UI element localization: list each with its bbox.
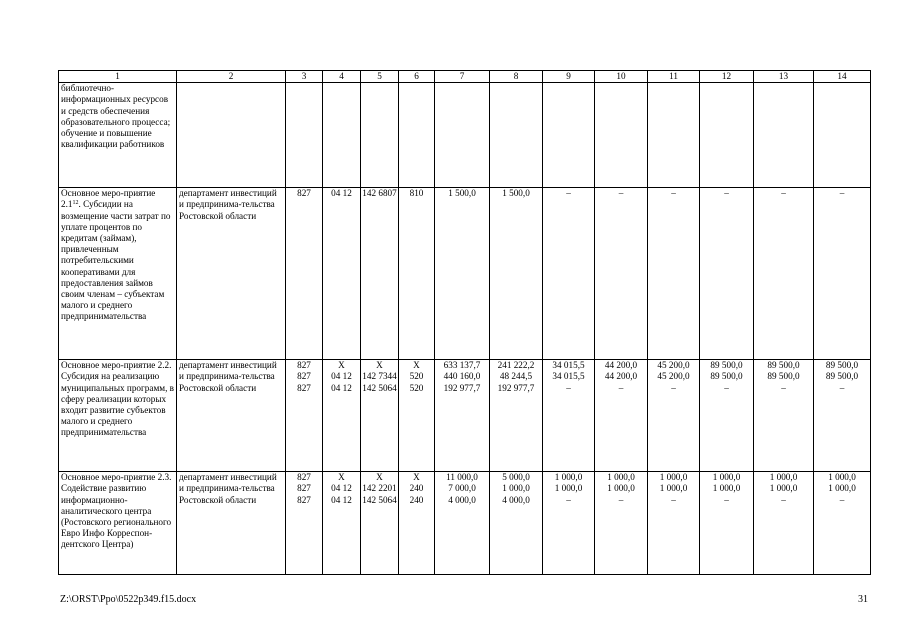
measure-name-cell [59,83,177,188]
measure-name-cell [59,188,177,360]
value-cell-col-4 [323,360,361,472]
cell-value: 142 2201 [362,483,397,494]
cell-value: 48 244,5 [499,371,533,382]
cell-value: 5 000,0 [502,472,530,483]
cell-value: 520 [409,371,424,382]
value-cell-col-5 [361,188,399,360]
cell-value: – [566,494,571,505]
value-cell-col-13 [754,188,814,360]
cell-value: 1 000,0 [712,472,741,483]
cell-value: 89 500,0 [710,360,743,371]
cell-value: 1 000,0 [769,472,798,483]
cell-value: X [376,360,383,371]
value-cell-col-5 [361,360,399,472]
cell-value: – [618,382,624,393]
value-cell-col-8 [490,188,543,360]
cell-value: – [671,382,676,393]
column-header-7: 7 [435,71,490,83]
value-cell-col-12 [700,360,754,472]
executor-cell [177,360,286,472]
value-cell-col-3 [286,472,323,575]
cell-value: 142 5064 [362,382,397,393]
column-header-5: 5 [361,71,399,83]
cell-value: 192 977,7 [497,382,535,393]
cell-value: 89 500,0 [825,360,859,371]
executor-cell [177,188,286,360]
cell-value: 827 [297,188,311,199]
column-header-3: 3 [286,71,323,83]
cell-value: – [566,188,571,199]
cell-value: 440 160,0 [443,371,481,382]
cell-value: 827 [297,494,311,505]
cell-value: 89 500,0 [767,371,800,382]
measure-name: Основное меро-приятие 2.1 [61,188,156,210]
executor-cell [177,472,286,575]
measure-name: Основное меро-приятие 2.3. Содействие развитию информационно-аналитического центра (Ростовского регионального Евро Инфо Корреспон-дентского Центра) [61,472,172,550]
cell-value: – [724,494,729,505]
cell-value: 240 [409,483,424,494]
value-cell-col-9 [543,472,595,575]
cell-value: 241 222,2 [497,360,535,371]
table-row [59,472,871,575]
cell-value: 1 000,0 [502,483,530,494]
executor-cell [177,83,286,188]
cell-value: X [413,472,420,483]
cell-value: 04 12 [331,188,352,199]
value-cell-col-11 [648,188,700,360]
cell-value: 142 6807 [362,188,397,199]
value-cell-col-13 [754,472,814,575]
table-row [59,188,871,360]
value-cell-col-7 [435,472,490,575]
cell-value: 1 500,0 [502,188,530,199]
cell-value: – [671,494,676,505]
column-header-2: 2 [177,71,286,83]
cell-value: 04 12 [331,382,352,393]
executor-name: департамент инвестиций и предпринима-тельства Ростовской области [179,360,277,393]
value-cell-col-6 [399,188,435,360]
cell-value: 45 200,0 [657,360,690,371]
cell-value: 34 015,5 [552,371,585,382]
value-cell-col-6 [399,472,435,575]
column-header-12: 12 [700,71,754,83]
column-header-14: 14 [814,71,871,83]
cell-value: 04 12 [331,371,352,382]
value-cell-col-13 [754,360,814,472]
file-path: Z:\ORST\Ppo\0522p349.f15.docx [60,594,197,605]
table-row [59,360,871,472]
cell-value: 827 [297,371,311,382]
value-cell-col-4 [323,188,361,360]
measure-name-cell [59,472,177,575]
value-cell-col-7 [435,360,490,472]
cell-value: 827 [297,483,311,494]
cell-value: 11 000,0 [446,472,478,483]
cell-value: 1 500,0 [448,188,476,199]
value-cell-col-14 [814,472,871,575]
value-cell-col-6 [399,360,435,472]
value-cell-col-10 [595,472,648,575]
cell-value: X [376,472,383,483]
value-cell-col-5 [361,472,399,575]
column-header-13: 13 [754,71,814,83]
column-header-6: 6 [399,71,435,83]
value-cell-col-11 [648,472,700,575]
cell-value: 827 [297,360,311,371]
cell-value: 1 000,0 [659,472,688,483]
value-cell-col-8 [490,472,543,575]
cell-value: 04 12 [331,483,352,494]
value-cell-col-3 [286,188,323,360]
column-header-9: 9 [543,71,595,83]
value-cell-col-14 [814,188,871,360]
cell-value: – [618,494,624,505]
measure-name-cell [59,360,177,472]
cell-value: 1 000,0 [554,472,583,483]
cell-value: – [724,188,729,199]
cell-value: 1 000,0 [769,483,798,494]
cell-value: – [671,188,676,199]
header-row [59,71,871,83]
cell-value: 89 500,0 [825,371,859,382]
value-cell-col-3 [286,360,323,472]
cell-value: – [566,382,571,393]
cell-value: 827 [297,382,311,393]
cell-value: 34 015,5 [552,360,585,371]
cell-value: 1 000,0 [659,483,688,494]
cell-value: 827 [297,472,311,483]
cell-value: 1 000,0 [554,483,583,494]
cell-value: 4 000,0 [502,494,530,505]
cell-value: 240 [409,494,424,505]
column-header-8: 8 [490,71,543,83]
cell-value: – [839,382,845,393]
cell-value: 4 000,0 [448,494,476,505]
column-header-4: 4 [323,71,361,83]
cell-value: 1 000,0 [828,483,856,494]
column-header-10: 10 [595,71,648,83]
value-cell-col-9 [543,188,595,360]
value-cell-col-11 [648,360,700,472]
cell-value: 7 000,0 [448,483,476,494]
executor-name: департамент инвестиций и предпринима-тельства Ростовской области [179,188,277,221]
value-cell-col-7 [435,188,490,360]
column-header-11: 11 [648,71,700,83]
cell-value: X [338,360,345,371]
cell-value: 520 [409,382,424,393]
cell-value: 1 000,0 [607,483,635,494]
cell-value: – [839,494,845,505]
value-cell-col-12 [700,472,754,575]
value-cell-col-12 [700,188,754,360]
cell-value: 45 200,0 [657,371,690,382]
cell-value: 89 500,0 [767,360,800,371]
column-header-1: 1 [59,71,177,83]
cell-value: – [781,382,786,393]
cell-value: – [839,188,845,199]
value-cell-col-9 [543,360,595,472]
executor-name: департамент инвестиций и предпринима-тельства Ростовской области [179,472,277,505]
cell-value: 192 977,7 [443,382,481,393]
footnote-marker: 12 [72,200,79,207]
cell-value: 44 200,0 [604,360,638,371]
cell-value: 44 200,0 [604,371,638,382]
measure-name: Основное меро-приятие 2.2. Субсидия на реализацию муниципальных программ, в сферу реализации которых входит развитие субъектов малого и среднего предпринимательства [61,360,175,438]
cell-value: 1 000,0 [828,472,856,483]
cell-value: – [618,188,624,199]
table-row [59,83,871,188]
value-cell-col-14 [814,360,871,472]
value-cell-col-8 [490,360,543,472]
cell-value: 810 [409,188,424,199]
value-cell-col-10 [595,188,648,360]
cell-value: X [338,472,345,483]
cell-value: – [724,382,729,393]
measure-name: библиотечно-информационных ресурсов и средств обеспечения образовательного процесса; обучение и повышение квалификации работников [61,83,171,150]
document-sheet [58,70,870,575]
cell-value: X [413,360,420,371]
cell-value: 142 7344 [362,371,397,382]
cell-value: 1 000,0 [712,483,741,494]
cell-value: 142 5064 [362,494,397,505]
cell-value: 1 000,0 [607,472,635,483]
cell-value: – [781,494,786,505]
measure-name-rest: . Субсидии на возмещение части затрат по уплате процентов по кредитам (займам), привлеченным потребительскими кооперативами для предоставления займов своим членам – субъектам малого и среднего предпринимательства [61,199,171,322]
cell-value: 89 500,0 [710,371,743,382]
cell-value: 633 137,7 [443,360,481,371]
page-number: 31 [858,594,868,605]
value-cell-col-10 [595,360,648,472]
value-cell-col-4 [323,472,361,575]
cell-value: 04 12 [331,494,352,505]
cell-value: – [781,188,786,199]
budget-table [58,70,871,575]
